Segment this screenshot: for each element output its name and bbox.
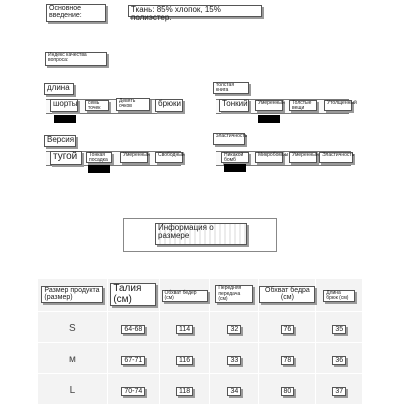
elasticity-selected-marker: [224, 164, 246, 172]
cell-hip: 116: [176, 356, 193, 365]
cell-waist: 70-74: [121, 387, 145, 396]
thickness-option-thick: Толстые вещи: [289, 100, 317, 111]
elasticity-title: эластичность: [213, 133, 245, 145]
version-option-slim: Тонкая посадка: [86, 152, 112, 163]
quality-index-label: Индекс качества вопроса:: [45, 52, 107, 66]
cell-thigh: 76: [281, 325, 295, 334]
thickness-option-moderate: Умеренный: [255, 100, 283, 111]
cell-front-rise: 33: [227, 356, 241, 365]
row-size: м: [68, 354, 76, 365]
header-waist: Талия (см): [110, 283, 156, 306]
cell-thigh: 80: [281, 387, 295, 396]
length-selected-marker: [54, 115, 76, 123]
basic-intro-label: Основное введение:: [46, 4, 106, 22]
thickness-title: толстая книга: [213, 82, 249, 94]
cell-hip: 114: [176, 325, 193, 334]
table-header-row: [38, 279, 363, 312]
length-option-nine: Девять очков: [116, 98, 150, 111]
elasticity-option-moderate: Умеренный: [289, 152, 317, 163]
version-selected-marker: [88, 165, 110, 173]
header-front-rise: Передняя передача (см): [215, 285, 253, 303]
version-option-moderate: Умеренный: [120, 152, 148, 163]
cell-waist: 64-68: [121, 325, 145, 334]
cell-hip: 118: [176, 387, 193, 396]
table-row: [38, 374, 363, 405]
row-size: L: [69, 385, 76, 396]
fabric-composition: Ткань: 85% хлопок, 15% полиэстер.: [128, 5, 262, 17]
table-row: [38, 312, 363, 343]
header-size: Размер продукта (размер): [41, 286, 103, 303]
cell-front-rise: 32: [227, 325, 241, 334]
cell-thigh: 78: [281, 356, 295, 365]
version-option-loose: Свободный: [155, 152, 183, 163]
elasticity-option-elastic: Эластичность: [319, 152, 353, 163]
cell-length: 37: [332, 387, 346, 396]
cell-length: 35: [332, 325, 346, 334]
cell-length: 36: [332, 356, 346, 365]
header-length: Длина брюк (см): [323, 290, 355, 303]
header-thigh: Обхват бедра (см): [259, 286, 315, 303]
size-info-label: Информация о размере: [155, 223, 247, 245]
length-option-shorts: шорты: [50, 99, 78, 112]
length-option-seven: семь точек: [85, 100, 109, 111]
version-title: Версия: [44, 135, 76, 147]
header-hip: Обхват бедер (см): [162, 290, 208, 303]
cell-waist: 67-71: [121, 356, 145, 365]
version-option-tight: тугой: [50, 151, 82, 165]
thickness-selected-marker: [258, 115, 280, 123]
table-row: [38, 343, 363, 374]
cell-front-rise: 34: [227, 387, 241, 396]
length-option-trousers: брюки: [155, 99, 183, 112]
row-size: S: [69, 323, 76, 334]
thickness-option-thickened: Утолщенный: [324, 100, 352, 111]
thickness-option-thin: Тонкий: [219, 99, 249, 112]
elasticity-option-none: Никакой бомб: [221, 152, 249, 163]
length-title: длина: [44, 83, 74, 95]
elasticity-option-micro: Микробомбы: [255, 152, 283, 163]
size-table: [37, 278, 363, 405]
